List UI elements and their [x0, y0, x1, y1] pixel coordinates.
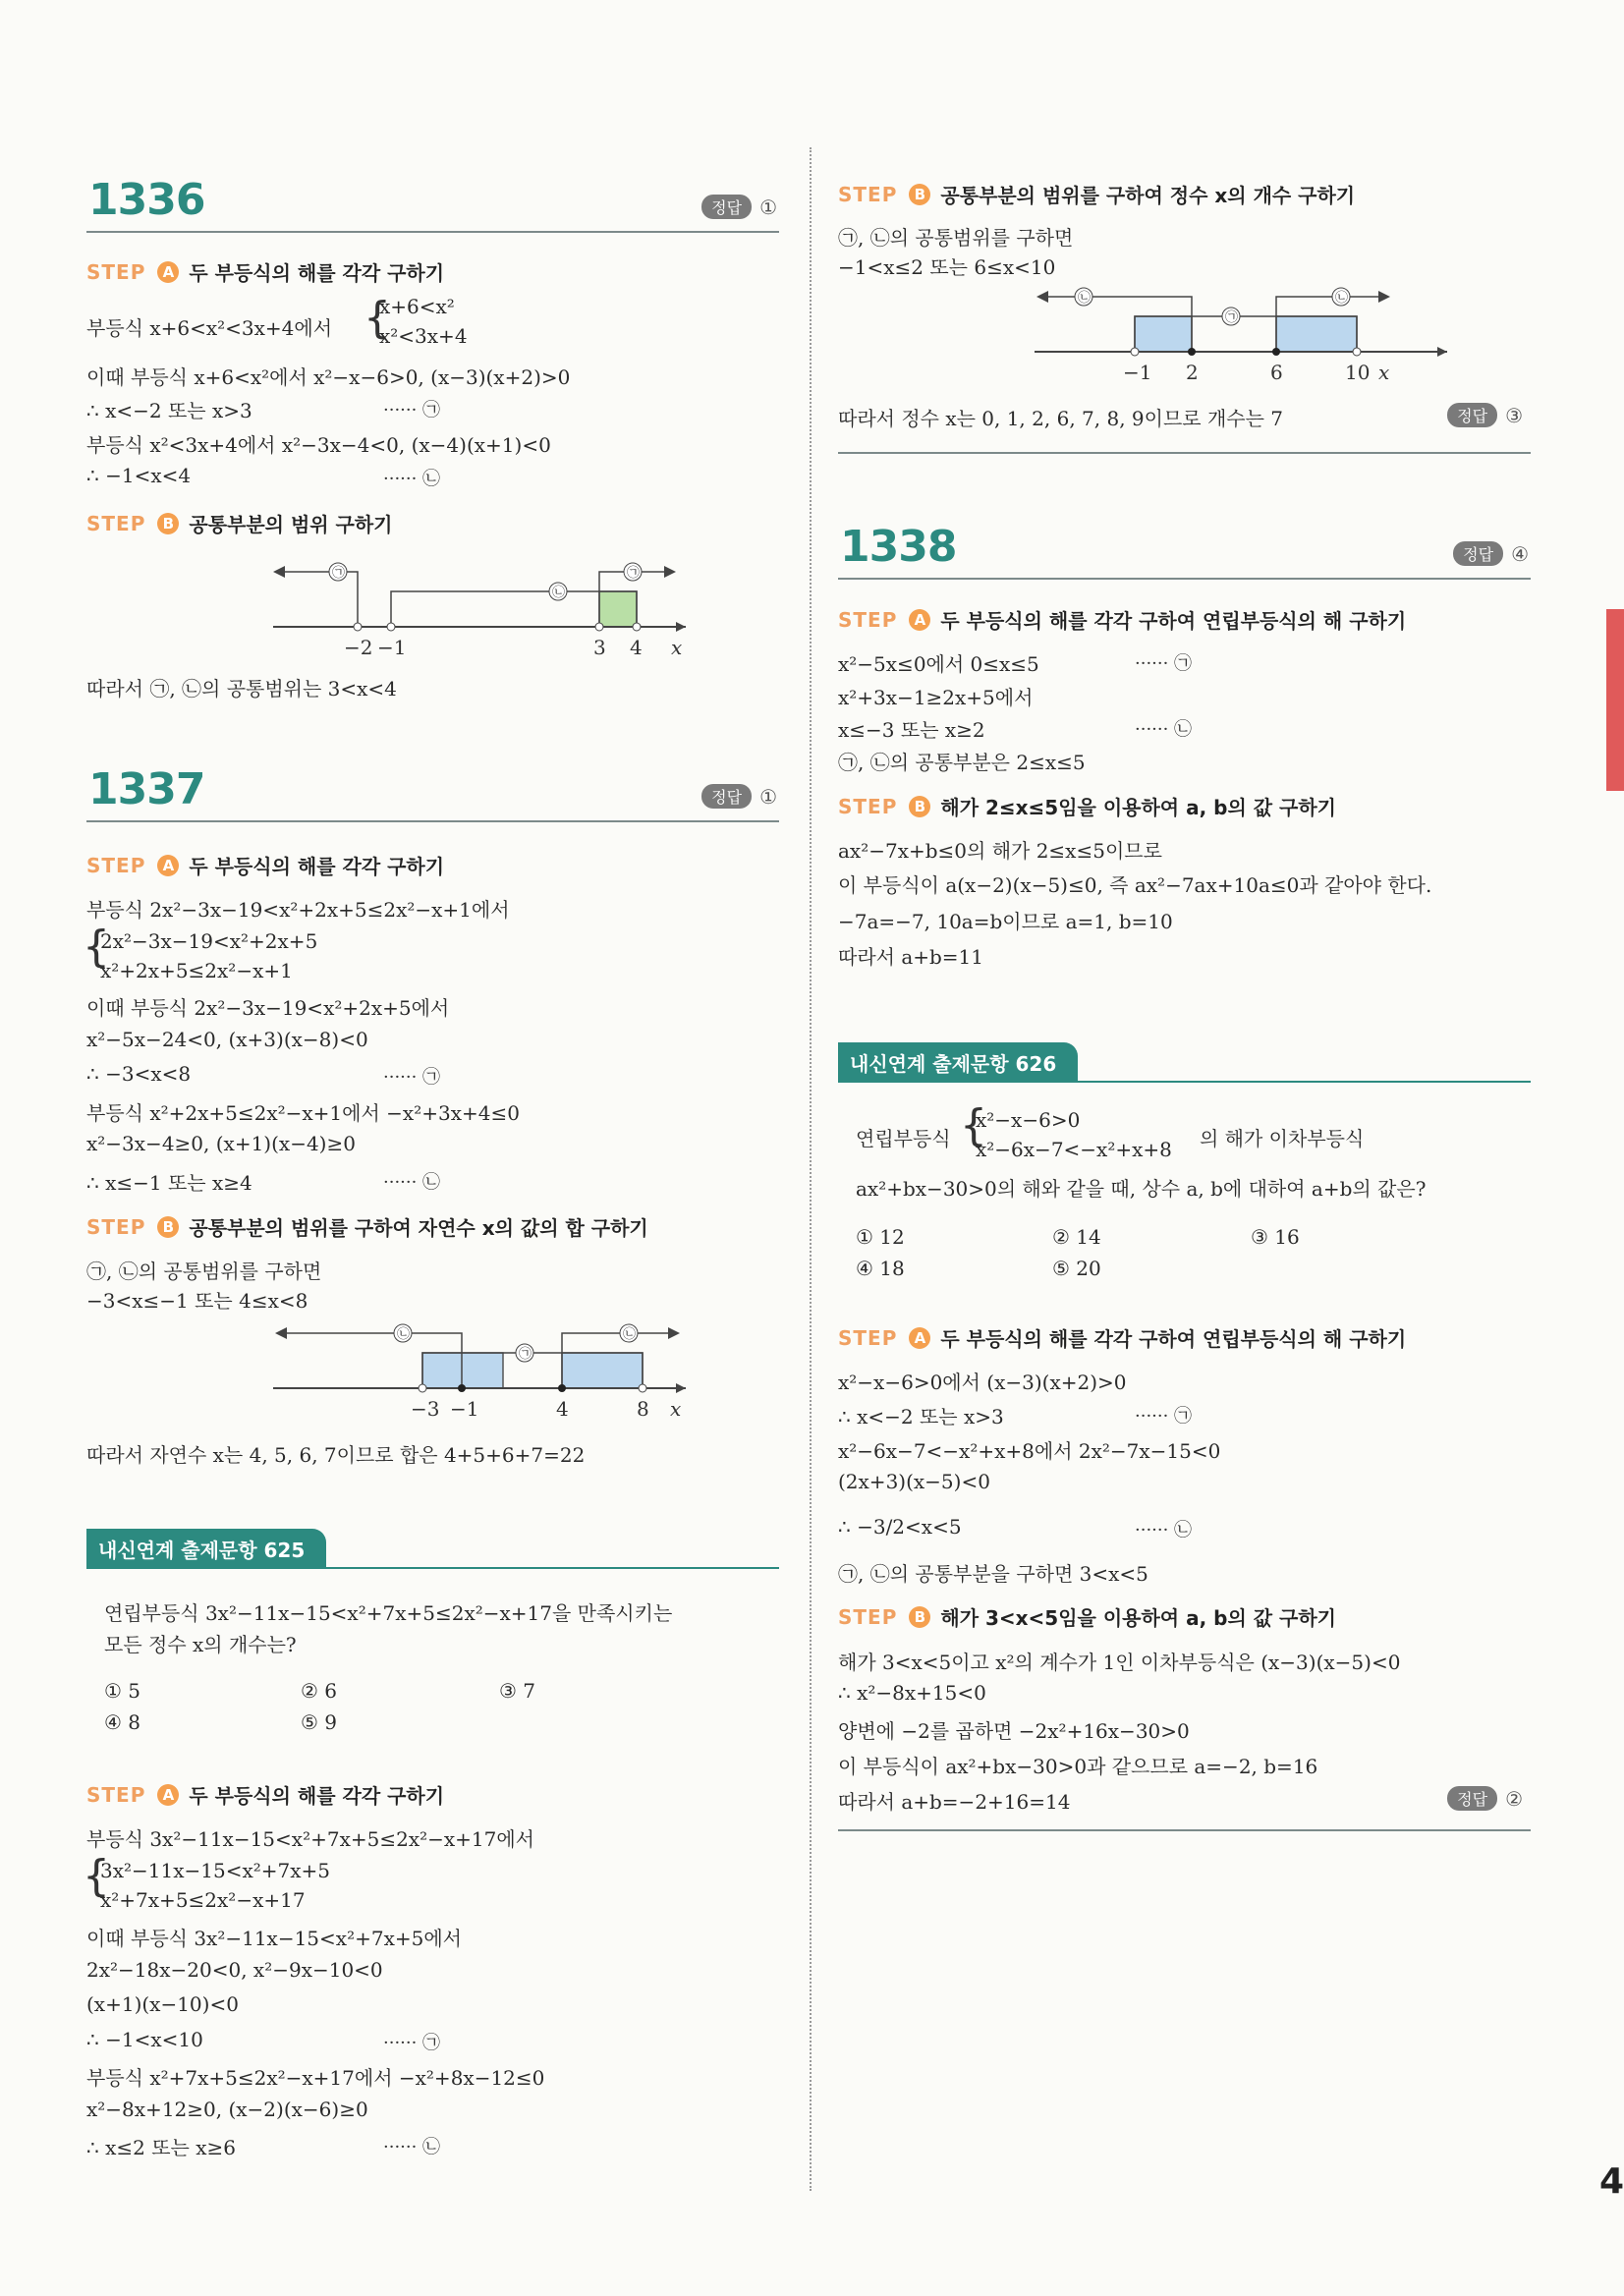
step-circle: A — [157, 855, 179, 876]
brace: { — [364, 293, 391, 343]
brace: { — [83, 922, 110, 972]
step-tag: STEP — [838, 1604, 898, 1629]
step-circle: A — [157, 1784, 179, 1806]
question-line: 모든 정수 x의 개수는? — [104, 1633, 297, 1656]
system-line: x²<3x+4 — [379, 324, 468, 348]
step-tag: STEP — [838, 1325, 898, 1350]
text-line: ∴ −3<x<8 — [86, 1062, 192, 1086]
text-line: x²−5x−24<0, (x+3)(x−8)<0 — [86, 1028, 368, 1051]
system-line: x²+7x+5≤2x²−x+17 — [100, 1888, 306, 1912]
step-title: 해가 2≤x≤5임을 이용하여 a, b의 값 구하기 — [940, 796, 1336, 819]
label-b: ㉡ — [623, 1327, 637, 1342]
step-a — [86, 1780, 444, 1809]
text-line: ∴ −1<x<4 — [86, 464, 192, 487]
closed-point — [1188, 348, 1196, 356]
text-line: ax²−7x+b≤0의 해가 2≤x≤5이므로 — [838, 839, 1162, 863]
result-line: 따라서 정수 x는 0, 1, 2, 6, 7, 8, 9이므로 개수는 7 — [838, 407, 1283, 430]
arrow-right — [668, 1327, 680, 1339]
text-line: 양변에 −2를 곱하면 −2x²+16x−30>0 — [838, 1719, 1190, 1743]
open-point — [633, 623, 641, 631]
step-a — [838, 605, 1406, 634]
step-title: 두 부등식의 해를 각각 구하여 연립부등식의 해 구하기 — [940, 609, 1407, 633]
system-line: x²−x−6>0 — [976, 1108, 1081, 1132]
tick-label: 4 — [630, 636, 643, 659]
number-line-1337 — [263, 1321, 696, 1429]
region-fill — [1276, 316, 1357, 352]
answer-value: ① — [759, 195, 777, 219]
step-b — [838, 180, 1355, 208]
number-line-1336 — [263, 560, 696, 668]
related-problem-626-header — [838, 1041, 1531, 1083]
related-tag: 내신연계 출제문항 626 — [838, 1042, 1078, 1083]
text-line: 이 부등식이 ax²+bx−30>0과 같으므로 a=−2, b=16 — [838, 1755, 1318, 1778]
text-line: 부등식 x²+2x+5≤2x²−x+1에서 −x²+3x+4≤0 — [86, 1101, 520, 1125]
text-line: 이때 부등식 3x²−11x−15<x²+7x+5에서 — [86, 1927, 462, 1950]
arrow-left — [273, 566, 285, 578]
arrow-left — [275, 1327, 287, 1339]
step-circle: A — [909, 609, 930, 631]
text-line: ㉠, ㉡의 공통범위를 구하면 — [838, 226, 1074, 250]
step-title: 공통부분의 범위를 구하여 정수 x의 개수 구하기 — [940, 184, 1356, 207]
problem-1338-header — [838, 519, 1531, 580]
choice-4[interactable]: ④ 18 — [856, 1257, 905, 1280]
step-title: 해가 3<x<5임을 이용하여 a, b의 값 구하기 — [940, 1606, 1336, 1630]
step-title: 두 부등식의 해를 각각 구하기 — [189, 1784, 445, 1808]
closed-point — [1272, 348, 1280, 356]
number-line-625 — [1025, 285, 1457, 393]
answer-value: ③ — [1505, 403, 1523, 427]
label-a: ㉠ — [519, 1347, 532, 1362]
result-line: 따라서 자연수 x는 4, 5, 6, 7이므로 합은 4+5+6+7=22 — [86, 1443, 586, 1467]
mark-a: ······ ㉠ — [383, 2033, 441, 2053]
open-point — [1131, 348, 1139, 356]
answer-badge: 정답 — [1447, 403, 1497, 427]
label-a: ㉠ — [627, 566, 641, 581]
section-rule — [838, 1829, 1531, 1831]
brace: { — [960, 1100, 987, 1150]
problem-number: 1336 — [88, 175, 205, 225]
system-line: x²−6x−7<−x²+x+8 — [976, 1138, 1172, 1161]
tick-label: −2 — [344, 636, 373, 659]
tick-label: x — [1378, 361, 1390, 384]
label-a: ㉠ — [1225, 310, 1239, 325]
problem-number: 1338 — [840, 522, 957, 572]
step-b — [86, 509, 393, 537]
answer-badge: 정답 — [1453, 541, 1503, 566]
label-b: ㉡ — [1078, 291, 1092, 306]
mark-a: ······ ㉠ — [1135, 653, 1193, 674]
choice-1[interactable]: ① 12 — [856, 1225, 905, 1249]
step-title: 두 부등식의 해를 각각 구하여 연립부등식의 해 구하기 — [940, 1327, 1407, 1351]
open-point — [419, 1384, 426, 1392]
step-circle: A — [909, 1327, 930, 1349]
problem-1337-header — [86, 761, 779, 822]
mark-b: ······ ㉡ — [1135, 1520, 1193, 1540]
step-circle: B — [909, 184, 930, 205]
related-tag: 내신연계 출제문항 625 — [86, 1529, 326, 1569]
step-tag: STEP — [838, 182, 898, 206]
label-a: ㉠ — [332, 566, 346, 581]
step-tag: STEP — [86, 1214, 146, 1239]
answer — [1447, 403, 1523, 427]
text-line: 이 부등식이 a(x−2)(x−5)≤0, 즉 ax²−7ax+10a≤0과 같아야 한다. — [838, 873, 1432, 897]
choice-5[interactable]: ⑤ 9 — [301, 1710, 338, 1734]
text-line: ∴ −3/2<x<5 — [838, 1515, 962, 1539]
text-line: 해가 3<x<5이고 x²의 계수가 1인 이차부등식은 (x−3)(x−5)<0 — [838, 1651, 1401, 1674]
step-a — [838, 1323, 1406, 1352]
text-line: 따라서 a+b=11 — [838, 945, 984, 969]
axis-arrow — [676, 622, 686, 632]
answer — [701, 784, 777, 809]
question-suffix: 의 해가 이차부등식 — [1200, 1127, 1365, 1150]
related-problem-625-header — [86, 1528, 779, 1569]
mark-b: ······ ㉡ — [383, 469, 441, 489]
answer — [1453, 541, 1529, 566]
mark-b: ······ ㉡ — [383, 2137, 441, 2157]
text-line: 부등식 x+6<x²<3x+4에서 — [86, 316, 333, 340]
step-circle: B — [157, 513, 179, 534]
mark-b: ······ ㉡ — [1135, 719, 1193, 740]
tick-label: x — [671, 636, 683, 659]
step-tag: STEP — [838, 607, 898, 632]
text-line: (x+1)(x−10)<0 — [86, 1992, 239, 2016]
region-fill — [599, 591, 637, 627]
arrow-right — [1378, 291, 1390, 303]
step-title: 두 부등식의 해를 각각 구하기 — [189, 261, 445, 285]
label-b: ㉡ — [1335, 291, 1349, 306]
page-number: 4 — [1598, 2161, 1624, 2202]
text-line: 이때 부등식 x+6<x²에서 x²−x−6>0, (x−3)(x+2)>0 — [86, 365, 571, 389]
range-a — [283, 572, 358, 627]
step-tag: STEP — [86, 1782, 146, 1807]
text-line: 부등식 x²<3x+4에서 x²−3x−4<0, (x−4)(x+1)<0 — [86, 433, 551, 457]
tick-label: 2 — [1186, 361, 1199, 384]
mark-a: ······ ㉠ — [383, 400, 441, 420]
region-fill — [1135, 316, 1192, 352]
answer — [701, 195, 777, 219]
choice-2[interactable]: ② 6 — [301, 1679, 338, 1703]
text-line: 부등식 x²+7x+5≤2x²−x+17에서 −x²+8x−12≤0 — [86, 2066, 545, 2090]
text-line: x²−5x≤0에서 0≤x≤5 — [838, 652, 1039, 676]
text-line: 2x²−18x−20<0, x²−9x−10<0 — [86, 1958, 383, 1982]
text-line: ㉠, ㉡의 공통부분을 구하면 3<x<5 — [838, 1562, 1148, 1586]
text-line: ∴ x≤2 또는 x≥6 — [86, 2136, 236, 2159]
tick-label: 8 — [637, 1397, 649, 1421]
system-line: x²+2x+5≤2x²−x+1 — [100, 959, 293, 982]
tick-label: −1 — [450, 1397, 479, 1421]
mark-a: ······ ㉠ — [1135, 1406, 1193, 1427]
arrow-left — [1036, 291, 1048, 303]
column-divider — [810, 147, 812, 2191]
text-line: 부등식 2x²−3x−19<x²+2x+5≤2x²−x+1에서 — [86, 898, 510, 922]
text-line: ㉠, ㉡의 공통부분은 2≤x≤5 — [838, 751, 1086, 774]
tick-label: 6 — [1270, 361, 1283, 384]
problem-1336-header — [86, 172, 779, 233]
section-rule — [838, 452, 1531, 454]
step-circle: B — [909, 796, 930, 817]
text-line: x²+3x−1≥2x+5에서 — [838, 686, 1034, 709]
choice-2[interactable]: ② 14 — [1052, 1225, 1101, 1249]
text-line: −7a=−7, 10a=b이므로 a=1, b=10 — [838, 910, 1173, 933]
text-line: x≤−3 또는 x≥2 — [838, 718, 985, 742]
step-tag: STEP — [838, 794, 898, 818]
mark-b: ······ ㉡ — [383, 1172, 441, 1193]
step-circle: A — [157, 261, 179, 283]
axis-arrow — [1437, 347, 1447, 357]
text-line: x²−8x+12≥0, (x−2)(x−6)≥0 — [86, 2098, 368, 2121]
answer-value: ④ — [1511, 541, 1529, 566]
text-line: ∴ x<−2 또는 x>3 — [86, 399, 252, 422]
step-tag: STEP — [86, 259, 146, 284]
label-b: ㉡ — [552, 586, 566, 600]
step-a — [86, 851, 444, 879]
text-line: −3<x≤−1 또는 4≤x<8 — [86, 1289, 308, 1313]
text-line: x²−6x−7<−x²+x+8에서 2x²−7x−15<0 — [838, 1439, 1221, 1463]
open-point — [595, 623, 603, 631]
tick-label: −1 — [377, 636, 407, 659]
step-b — [838, 1602, 1336, 1631]
label-b: ㉡ — [397, 1327, 411, 1342]
axis-arrow — [676, 1383, 686, 1393]
choice-3[interactable]: ③ 7 — [499, 1679, 536, 1703]
text-line: 부등식 3x²−11x−15<x²+7x+5≤2x²−x+17에서 — [86, 1827, 534, 1851]
text-line: 따라서 a+b=−2+16=14 — [838, 1790, 1071, 1814]
system-line: x+6<x² — [379, 295, 455, 318]
answer-badge: 정답 — [701, 195, 752, 219]
answer — [1447, 1786, 1523, 1811]
step-tag: STEP — [86, 853, 146, 877]
choice-1[interactable]: ① 5 — [104, 1679, 141, 1703]
choice-4[interactable]: ④ 8 — [104, 1710, 141, 1734]
question-prefix: 연립부등식 — [856, 1127, 951, 1150]
step-circle: B — [157, 1216, 179, 1238]
text-line: ∴ −1<x<10 — [86, 2028, 203, 2051]
step-title: 공통부분의 범위를 구하여 자연수 x의 값의 합 구하기 — [189, 1216, 648, 1240]
step-a — [86, 257, 444, 286]
step-circle: B — [909, 1606, 930, 1628]
question-line: 연립부등식 3x²−11x−15<x²+7x+5≤2x²−x+17을 만족시키는 — [104, 1601, 673, 1625]
chapter-tab — [1606, 609, 1624, 791]
open-point — [639, 1384, 646, 1392]
mark-a: ······ ㉠ — [383, 1067, 441, 1088]
answer-badge: 정답 — [701, 784, 752, 809]
text-line: (2x+3)(x−5)<0 — [838, 1470, 990, 1493]
step-tag: STEP — [86, 511, 146, 535]
open-point — [1353, 348, 1361, 356]
closed-point — [558, 1384, 566, 1392]
answer-badge: 정답 — [1447, 1786, 1497, 1811]
tick-label: 4 — [556, 1397, 569, 1421]
tick-label: 10 — [1345, 361, 1371, 384]
choice-3[interactable]: ③ 16 — [1251, 1225, 1300, 1249]
choice-5[interactable]: ⑤ 20 — [1052, 1257, 1101, 1280]
tick-label: x — [670, 1397, 682, 1421]
text-line: x²−x−6>0에서 (x−3)(x+2)>0 — [838, 1371, 1127, 1394]
text-line: ㉠, ㉡의 공통범위를 구하면 — [86, 1260, 322, 1283]
open-point — [354, 623, 362, 631]
system-line: 2x²−3x−19<x²+2x+5 — [100, 929, 318, 953]
text-line: 이때 부등식 2x²−3x−19<x²+2x+5에서 — [86, 996, 450, 1020]
step-title: 공통부분의 범위 구하기 — [189, 513, 393, 536]
arrow-right — [664, 566, 676, 578]
open-point — [387, 623, 395, 631]
result-line: 따라서 ㉠, ㉡의 공통범위는 3<x<4 — [86, 677, 397, 700]
text-line: −1<x≤2 또는 6≤x<10 — [838, 255, 1056, 279]
step-title: 두 부등식의 해를 각각 구하기 — [189, 855, 445, 878]
text-line: ∴ x<−2 또는 x>3 — [838, 1405, 1004, 1428]
text-line: ∴ x≤−1 또는 x≥4 — [86, 1171, 252, 1195]
answer-value: ② — [1505, 1786, 1523, 1811]
tick-label: −1 — [1123, 361, 1152, 384]
tick-label: 3 — [593, 636, 606, 659]
closed-point — [458, 1384, 466, 1392]
step-b — [838, 792, 1336, 820]
problem-number: 1337 — [88, 764, 205, 814]
brace: { — [83, 1851, 110, 1901]
text-line: ∴ x²−8x+15<0 — [838, 1681, 986, 1705]
question-line: ax²+bx−30>0의 해와 같을 때, 상수 a, b에 대하여 a+b의 값은? — [856, 1177, 1427, 1201]
answer-value: ① — [759, 784, 777, 809]
step-b — [86, 1212, 648, 1241]
system-line: 3x²−11x−15<x²+7x+5 — [100, 1859, 331, 1882]
text-line: x²−3x−4≥0, (x+1)(x−4)≥0 — [86, 1132, 356, 1155]
region-fill — [562, 1353, 643, 1388]
region-fill — [422, 1353, 503, 1388]
tick-label: −3 — [411, 1397, 440, 1421]
